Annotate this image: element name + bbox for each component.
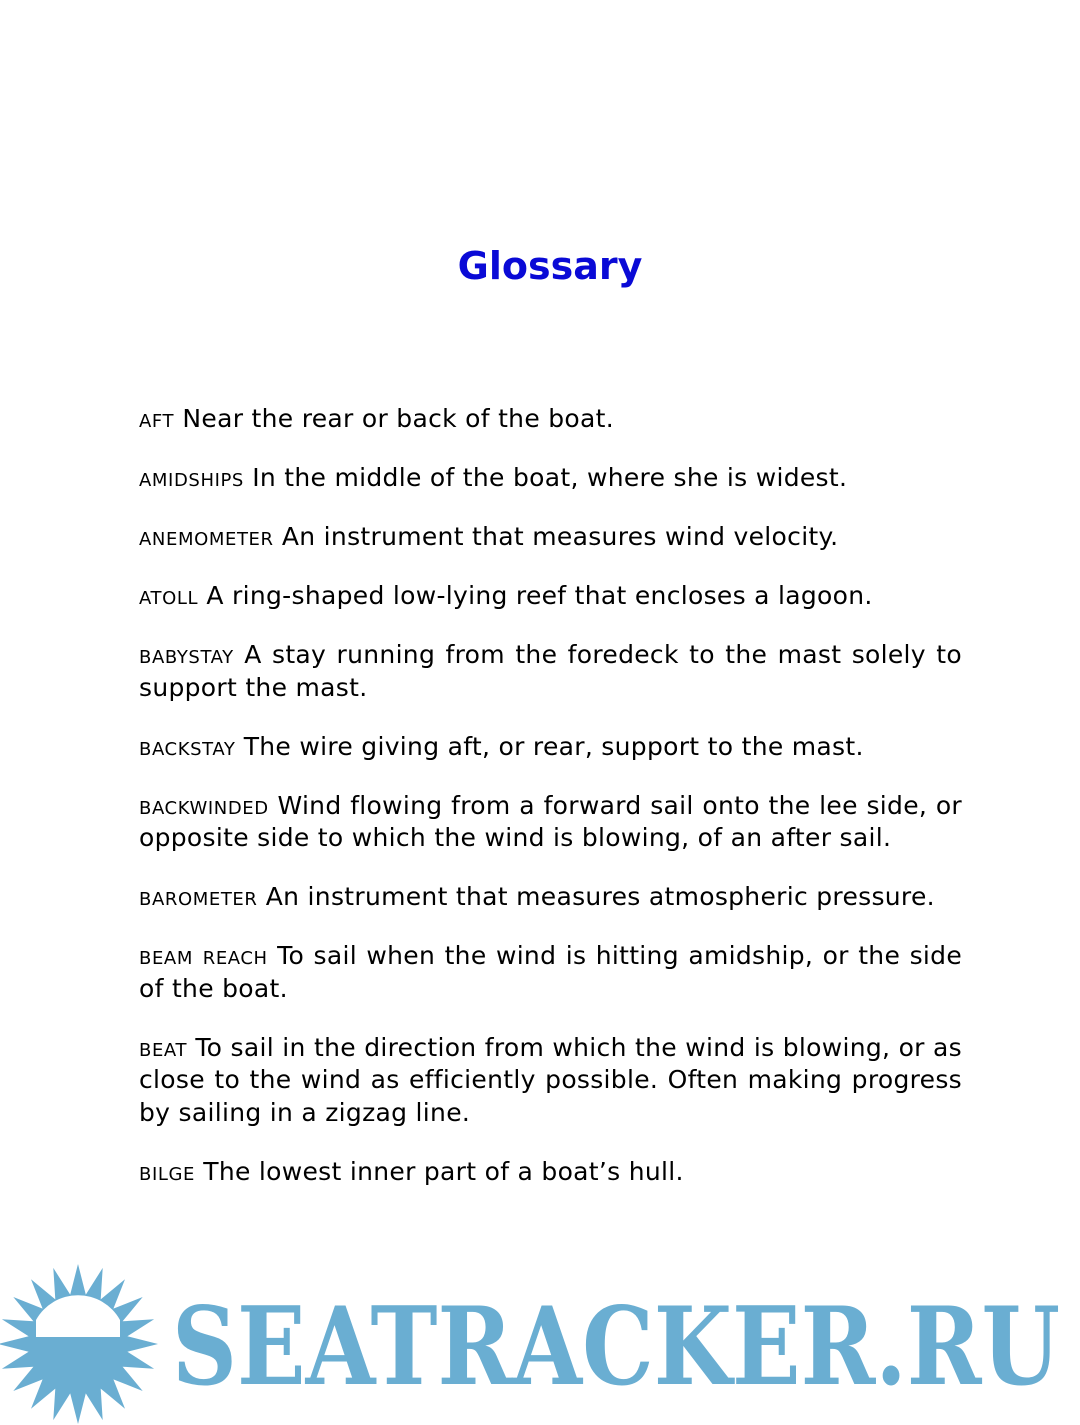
glossary-entry [139,881,962,914]
glossary-term: amidships [139,463,244,492]
glossary-term: aft [139,404,175,433]
glossary-entry [139,639,962,704]
glossary-definition: To sail in the direction from which the wind is blowing, or as close to the wind as efficiently possible. Often making progress by sailing in a zigzag line. [139,1032,962,1127]
glossary-definition: A ring-shaped low-lying reef that encloses a lagoon. [206,581,873,610]
glossary-definition: The wire giving aft, or rear, support to the mast. [243,731,864,761]
glossary-definition: Near the rear or back of the boat. [182,404,614,433]
watermark [0,1262,1080,1425]
glossary-entry [139,1032,962,1130]
glossary-term: backstay [139,731,236,761]
glossary-entry [139,790,962,855]
glossary-definition: A stay running from the foredeck to the mast solely to support the mast. [139,640,963,702]
glossary-term: barometer [139,882,258,911]
glossary-definition: Wind flowing from a forward sail onto the lee side, or opposite side to which the wind is blowing, of an after sail. [139,790,963,852]
glossary-definition: An instrument that measures wind velocity. [281,522,839,551]
glossary-term: atoll [139,581,199,610]
glossary-term: babystay [139,640,234,669]
glossary-entry [139,1156,962,1189]
glossary-term: backwinded [139,790,269,820]
glossary-term: beam reach [139,941,268,970]
glossary-entry [139,731,962,764]
glossary-term: anemometer [139,522,274,551]
glossary-entry [139,403,962,436]
glossary-definition: In the middle of the boat, where she is widest. [252,463,848,492]
glossary-list [139,403,962,1215]
glossary-entry [139,462,962,495]
glossary-entry [139,940,962,1005]
glossary-term: beat [139,1032,188,1062]
glossary-definition: An instrument that measures atmospheric pressure. [265,882,935,911]
page-title: Glossary [457,244,643,288]
glossary-definition: To sail when the wind is hitting amidship, or the side of the boat. [139,941,963,1003]
glossary-entry [139,580,962,613]
sun-icon [0,1264,158,1424]
glossary-entry [139,521,962,554]
glossary-term: bilge [139,1156,196,1186]
glossary-definition: The lowest inner part of a boat’s hull. [203,1156,684,1186]
watermark-text: SEATRACKER.RU [172,1284,1060,1410]
